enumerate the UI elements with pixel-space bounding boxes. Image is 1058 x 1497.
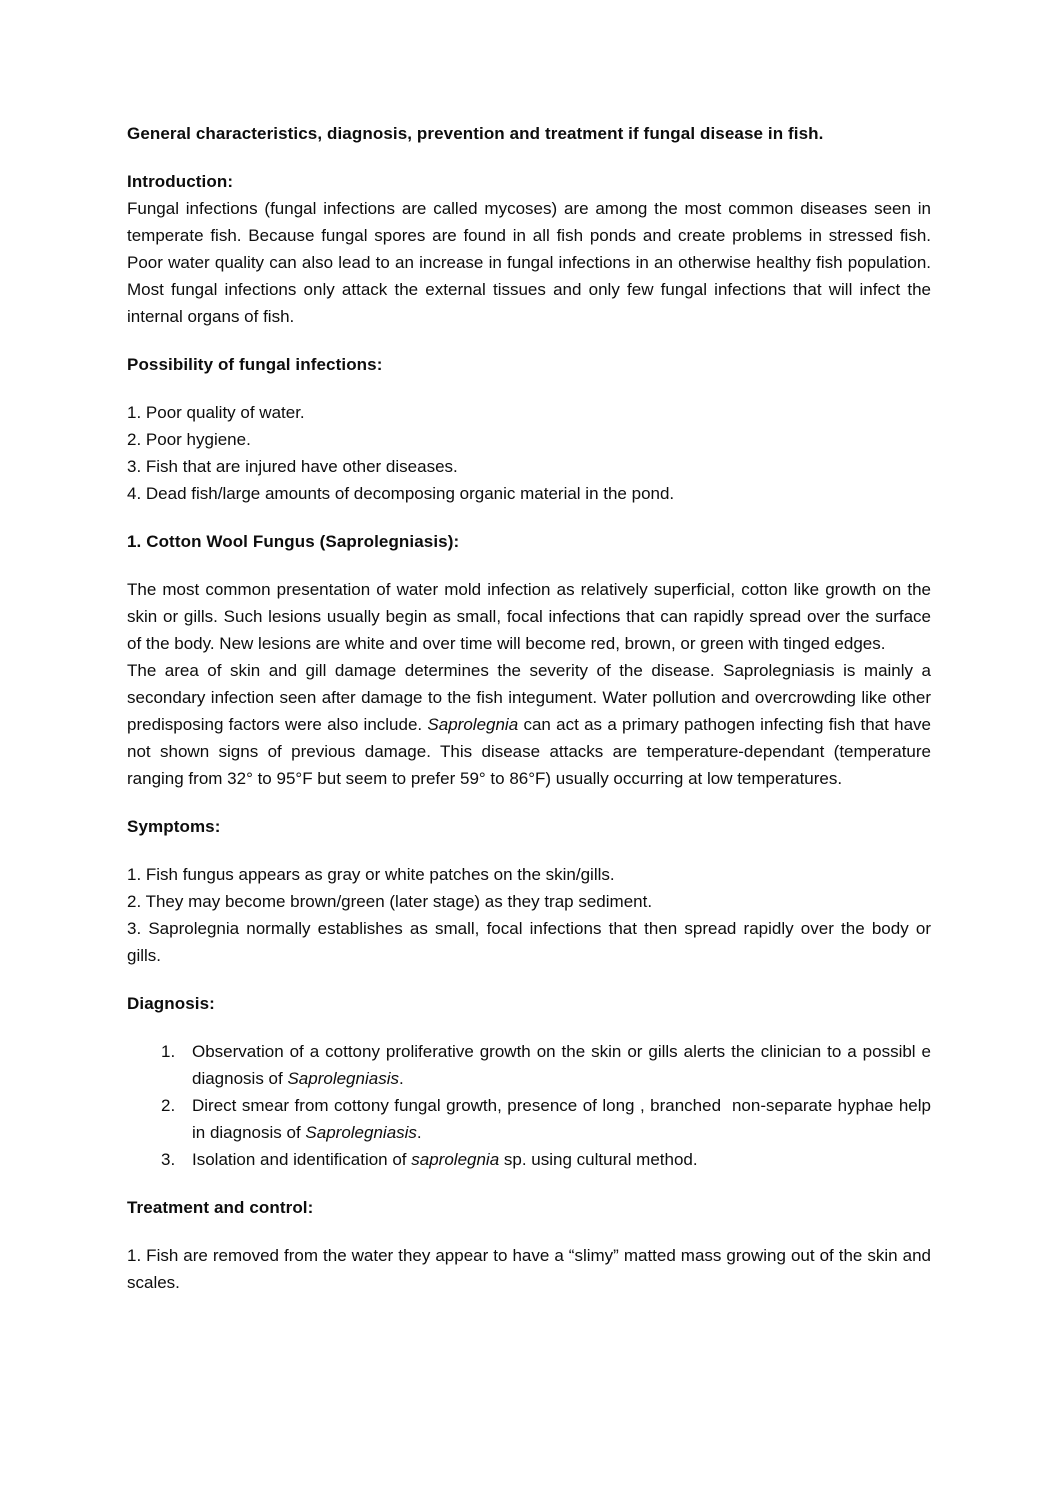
text-run: The most common presentation of water mold infection as relatively superficial, cotton like growth on the skin or gills. Such lesions usually begin as small, focal infections that can rapidly spread over the surface of the body. New lesions are white and over time will become red, brown, or green with tinged edges.	[127, 580, 936, 653]
list-item-text	[192, 1042, 936, 1088]
blank-line	[127, 507, 931, 528]
text-run: 1. Fish are removed from the water they appear to have a “slimy” matted mass growing out of the skin and scales.	[127, 1246, 936, 1292]
text-run: 3. Fish that are injured have other diseases.	[127, 457, 458, 476]
text-run: 2. Poor hygiene.	[127, 430, 251, 449]
text-run: Observation of a cottony proliferative growth on the skin or gills alerts the clinician to a possibl e diagnosis of	[192, 1042, 936, 1088]
text-run: 1. Fish fungus appears as gray or white patches on the skin/gills.	[127, 865, 615, 884]
possibility-item-2	[127, 426, 931, 453]
heading-diagnosis: Diagnosis:	[127, 994, 215, 1013]
italic-text-run: Saprolegniasis	[287, 1069, 399, 1088]
blank-line	[127, 969, 931, 990]
text-run: 3. Saprolegnia normally establishes as small, focal infections that then spread rapidly over the body or gills.	[127, 919, 936, 965]
text-run: 4. Dead fish/large amounts of decomposing organic material in the pond.	[127, 484, 675, 503]
text-run: Fungal infections (fungal infections are called mycoses) are among the most common diseases seen in temperate fish. Because fungal spores are found in all fish ponds and create problems in stressed fish. Poor water quality can also lead to an increase in fungal infections in an otherwise healthy fish population. Most fungal infections only attack the external tissues and only few fungal infections that will infect the internal organs of fish.	[127, 199, 936, 326]
text-run: Isolation and identification of	[192, 1150, 412, 1169]
blank-line	[127, 840, 931, 861]
document-title: General characteristics, diagnosis, prevention and treatment if fungal disease in fish.	[127, 124, 824, 143]
blank-line	[127, 792, 931, 813]
symptom-item-3	[127, 915, 936, 969]
list-item-number: 1.	[161, 1042, 176, 1061]
symptom-item-1	[127, 861, 931, 888]
heading-cotton-wool-fungus: 1. Cotton Wool Fungus (Saprolegniasis):	[127, 532, 460, 551]
text-run: .	[416, 1123, 422, 1142]
possibility-item-4	[127, 480, 931, 507]
list-item-number: 3.	[161, 1150, 176, 1169]
text-run: sp. using cultural method.	[499, 1150, 698, 1169]
italic-text-run: Saprolegnia	[427, 715, 519, 734]
blank-line	[127, 1017, 931, 1038]
heading-treatment-and-control: Treatment and control:	[127, 1198, 314, 1217]
document-content	[127, 120, 936, 1296]
blank-line	[127, 330, 931, 351]
list-item-text	[192, 1096, 936, 1142]
italic-text-run: saprolegnia	[411, 1150, 500, 1169]
symptom-item-2	[127, 888, 931, 915]
treatment-paragraph-1	[127, 1242, 936, 1296]
list-item-number: 2.	[161, 1096, 176, 1115]
heading-introduction: Introduction:	[127, 172, 234, 191]
text-run: can act as a primary pathogen infecting fish that have not shown signs of previous damage. This disease attacks are temperature-dependant (temperature ranging from 32° to 95°F but seem to prefer 59° to 86°F) usually occurring at low temperatures.	[127, 715, 936, 788]
text-run: Direct smear from cottony fungal growth, presence of long , branched non-separate hyphae help in diagnosis of	[192, 1096, 936, 1142]
list-item	[127, 1146, 931, 1173]
text-run: 1. Poor quality of water.	[127, 403, 305, 422]
list-item-text	[192, 1150, 698, 1169]
text-run: The area of skin and gill damage determines the severity of the disease. Saprolegniasis is mainly a secondary infection seen after damage to the fish integument. Water pollution and overcrowding like other predisposing factors were also include.	[127, 661, 936, 734]
introduction-paragraph	[127, 195, 936, 330]
cotton-wool-paragraph-1	[127, 576, 936, 657]
list-item	[127, 1092, 936, 1146]
cotton-wool-paragraph-2	[127, 657, 936, 792]
blank-line	[127, 378, 931, 399]
text-run: .	[398, 1069, 404, 1088]
italic-text-run: Saprolegniasis	[305, 1123, 417, 1142]
blank-line	[127, 1173, 931, 1194]
blank-line	[127, 147, 931, 168]
blank-line	[127, 1221, 931, 1242]
possibility-item-3	[127, 453, 931, 480]
text-run: 2. They may become brown/green (later stage) as they trap sediment.	[127, 892, 653, 911]
heading-possibility-of-fungal-infections: Possibility of fungal infections:	[127, 355, 383, 374]
heading-symptoms: Symptoms:	[127, 817, 221, 836]
possibility-item-1	[127, 399, 931, 426]
diagnosis-list	[127, 1038, 936, 1173]
blank-line	[127, 555, 931, 576]
list-item	[127, 1038, 936, 1092]
